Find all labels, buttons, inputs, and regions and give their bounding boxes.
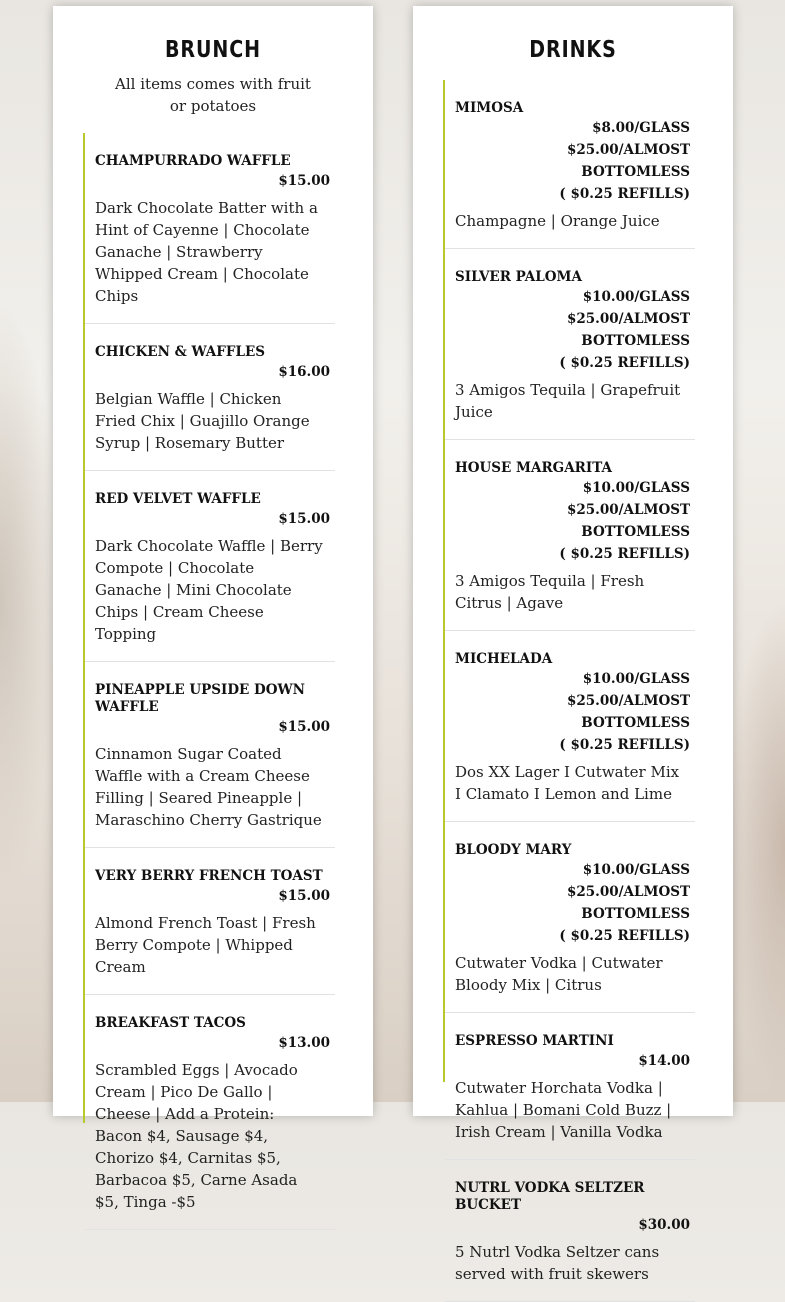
item-description: Dark Chocolate Waffle | Berry Compote | Chocolate Ganache | Mini Chocolate Chips | Cream Cheese Topping (95, 537, 323, 643)
item-description: Almond French Toast | Fresh Berry Compote | Whipped Cream (95, 914, 316, 976)
item-description: Belgian Waffle | Chicken Fried Chix | Guajillo Orange Syrup | Rosemary Butter (95, 390, 310, 452)
menu-item (445, 80, 695, 249)
menu-item (445, 1013, 695, 1160)
item-description: Champagne | Orange Juice (455, 212, 660, 230)
menu-item (85, 995, 335, 1230)
background-decoration (0, 300, 60, 900)
item-name: CHICKEN & WAFFLES (95, 344, 265, 360)
item-price: ( $0.25 REFILLS) (559, 737, 690, 753)
item-description: 3 Amigos Tequila | Grapefruit Juice (455, 381, 681, 421)
menu-item (85, 662, 335, 848)
item-description: Cinnamon Sugar Coated Waffle with a Cream Cheese Filling | Seared Pineapple | Maraschino Cherry Gastrique (95, 745, 322, 829)
menu-item (445, 440, 695, 631)
background-decoration (725, 600, 785, 1100)
item-name: BREAKFAST TACOS (95, 1015, 246, 1031)
drinks-menu-card (413, 6, 733, 1283)
item-price: $10.00/GLASS (582, 480, 690, 496)
menu-item (445, 631, 695, 822)
item-name: SILVER PALOMA (455, 269, 582, 285)
item-price: $15.00 (278, 719, 330, 735)
item-description: Dark Chocolate Batter with a Hint of Cayenne | Chocolate Ganache | Strawberry Whipped Cream | Chocolate Chips (95, 199, 318, 305)
item-name: NUTRL VODKA SELTZER BUCKET (455, 1180, 645, 1213)
menu-item (85, 133, 335, 324)
item-price: $14.00 (638, 1053, 690, 1069)
item-description: Scrambled Eggs | Avocado Cream | Pico De Gallo | Cheese | Add a Protein: Bacon $4, Sausage $4, Chorizo $4, Carnitas $5, Barbacoa $5, Carne Asada $5, Tinga -$5 (95, 1061, 298, 1211)
item-price: $15.00 (278, 173, 330, 189)
item-price: ( $0.25 REFILLS) (559, 186, 690, 202)
item-price: $15.00 (278, 888, 330, 904)
item-price: $25.00/ALMOST BOTTOMLESS (566, 693, 690, 731)
item-name: HOUSE MARGARITA (455, 460, 612, 476)
item-price: $13.00 (278, 1035, 330, 1051)
menu-item (445, 1160, 695, 1302)
item-price: $25.00/ALMOST BOTTOMLESS (566, 884, 690, 922)
item-price: $16.00 (278, 364, 330, 380)
item-price: $30.00 (638, 1217, 690, 1233)
drinks-item-list (443, 80, 695, 1283)
menu-item (445, 822, 695, 1013)
item-price: ( $0.25 REFILLS) (559, 928, 690, 944)
item-name: MICHELADA (455, 651, 553, 667)
menu-item (85, 324, 335, 471)
item-price: $10.00/GLASS (582, 671, 690, 687)
item-description: Dos XX Lager I Cutwater Mix I Clamato I Lemon and Lime (455, 763, 680, 803)
item-price: ( $0.25 REFILLS) (559, 546, 690, 562)
item-name: BLOODY MARY (455, 842, 572, 858)
brunch-menu-card (53, 6, 373, 1211)
item-name: PINEAPPLE UPSIDE DOWN WAFFLE (95, 682, 306, 715)
item-price: $10.00/GLASS (582, 289, 690, 305)
item-name: CHAMPURRADO WAFFLE (95, 153, 291, 169)
item-name: RED VELVET WAFFLE (95, 491, 261, 507)
item-description: 3 Amigos Tequila | Fresh Citrus | Agave (455, 572, 645, 612)
item-price: $15.00 (278, 511, 330, 527)
item-price: $10.00/GLASS (582, 862, 690, 878)
item-price: $25.00/ALMOST BOTTOMLESS (566, 502, 690, 540)
menu-item (445, 249, 695, 440)
item-name: VERY BERRY FRENCH TOAST (95, 868, 323, 884)
item-name: MIMOSA (455, 100, 524, 116)
item-description: 5 Nutrl Vodka Seltzer cans served with fruit skewers (455, 1243, 660, 1283)
item-name: ESPRESSO MARTINI (455, 1033, 614, 1049)
item-price: $25.00/ALMOST BOTTOMLESS (566, 142, 690, 180)
brunch-title: BRUNCH (165, 37, 261, 63)
item-description: Cutwater Vodka | Cutwater Bloody Mix | Citrus (455, 954, 663, 994)
menu-item (85, 471, 335, 662)
item-price: $25.00/ALMOST BOTTOMLESS (566, 311, 690, 349)
menu-item (85, 848, 335, 995)
brunch-item-list (83, 133, 335, 1211)
item-description: Cutwater Horchata Vodka | Kahlua | Bomani Cold Buzz | Irish Cream | Vanilla Vodka (455, 1079, 672, 1141)
drinks-title: DRINKS (529, 37, 617, 63)
brunch-subtitle: All items comes with fruit or potatoes (115, 75, 311, 115)
item-price: ( $0.25 REFILLS) (559, 355, 690, 371)
item-price: $8.00/GLASS (592, 120, 690, 136)
